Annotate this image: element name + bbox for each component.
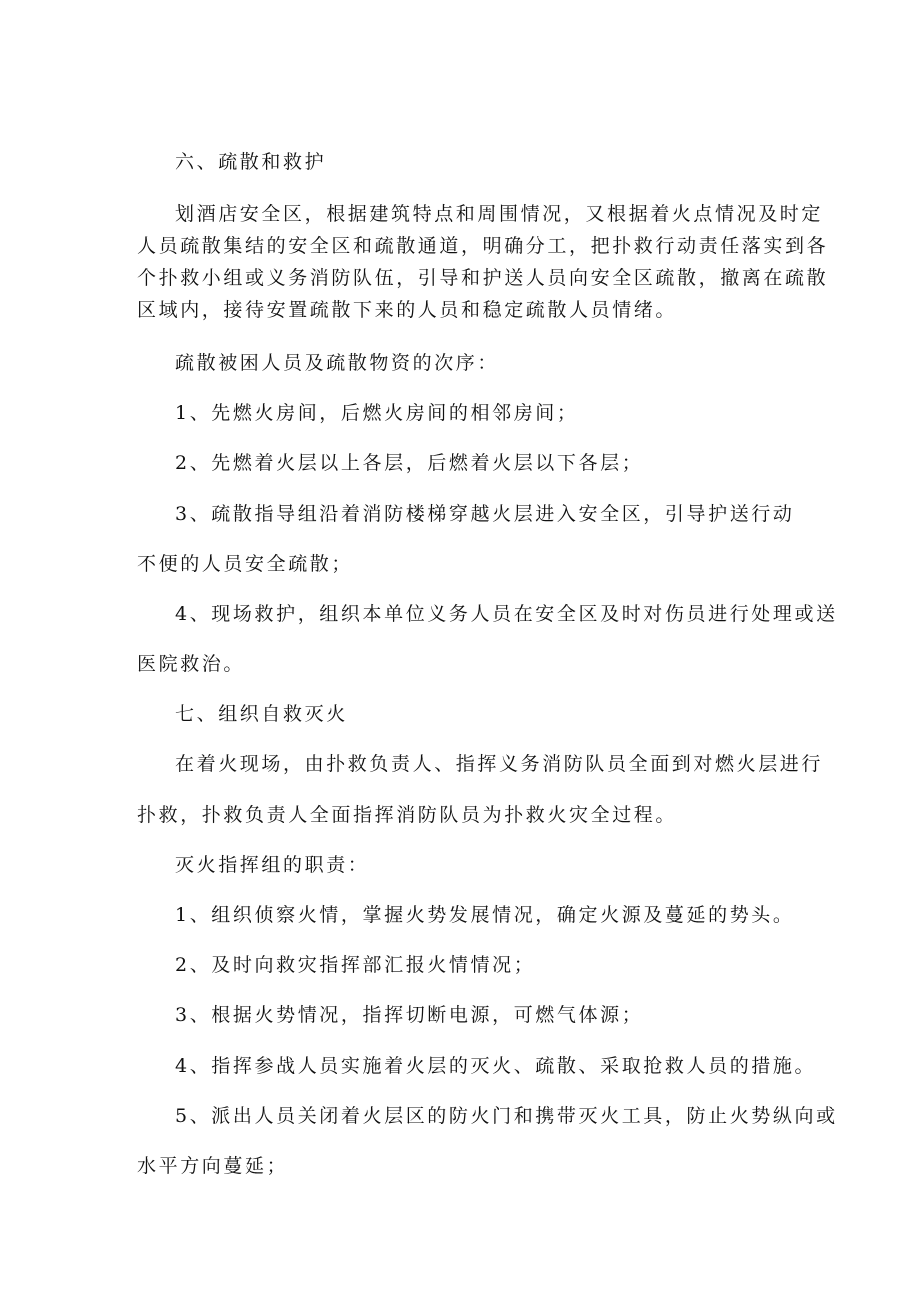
section-6-heading: 六、疏散和救护 <box>175 151 327 173</box>
evacuation-order-intro: 疏散被困人员及疏散物资的次序： <box>175 352 500 374</box>
duty-item-5-line-2: 水平方向蔓延； <box>137 1155 289 1177</box>
section-6-paragraph-line-1: 划酒店安全区，根据建筑特点和周围情况，又根据着火点情况及时定 <box>175 203 824 225</box>
evacuation-order-item-4-line-1: 4、现场救护，组织本单位义务人员在安全区及时对伤员进行处理或送 <box>175 603 838 625</box>
section-6-paragraph-line-4: 区域内，接待安置疏散下来的人员和稳定疏散人员情绪。 <box>137 299 678 321</box>
section-7-heading: 七、组织自救灭火 <box>175 703 348 725</box>
duty-item-3: 3、根据火势情况，指挥切断电源，可燃气体源； <box>175 1004 644 1026</box>
duty-item-4: 4、指挥参战人员实施着火层的灭火、疏散、采取抢救人员的措施。 <box>175 1055 817 1077</box>
evacuation-order-item-3-line-1: 3、疏散指导组沿着消防楼梯穿越火层进入安全区，引导护送行动 <box>175 503 795 525</box>
evacuation-order-item-1: 1、先燃火房间，后燃火房间的相邻房间； <box>175 402 579 424</box>
duty-item-5-line-1: 5、派出人员关闭着火层区的防火门和携带灭火工具，防止火势纵向或 <box>175 1105 838 1127</box>
section-6-paragraph-line-2: 人员疏散集结的安全区和疏散通道，明确分工，把扑救行动责任落实到各 <box>137 235 829 257</box>
section-7-paragraph-line-2: 扑救，扑救负责人全面指挥消防队员为扑救火灾全过程。 <box>137 804 678 826</box>
duties-intro: 灭火指挥组的职责： <box>175 854 370 876</box>
evacuation-order-item-2: 2、先燃着火层以上各层，后燃着火层以下各层； <box>175 452 644 474</box>
section-6-paragraph-line-3: 个扑救小组或义务消防队伍，引导和护送人员向安全区疏散，撤离在疏散 <box>137 267 829 289</box>
evacuation-order-item-4-line-2: 医院救治。 <box>137 653 246 675</box>
section-7-paragraph-line-1: 在着火现场，由扑救负责人、指挥义务消防队员全面到对燃火层进行 <box>175 753 824 775</box>
duty-item-1: 1、组织侦察火情，掌握火势发展情况，确定火源及蔓延的势头。 <box>175 904 795 926</box>
duty-item-2: 2、及时向救灾指挥部汇报火情情况； <box>175 954 536 976</box>
evacuation-order-item-3-line-2: 不便的人员安全疏散； <box>137 553 354 575</box>
